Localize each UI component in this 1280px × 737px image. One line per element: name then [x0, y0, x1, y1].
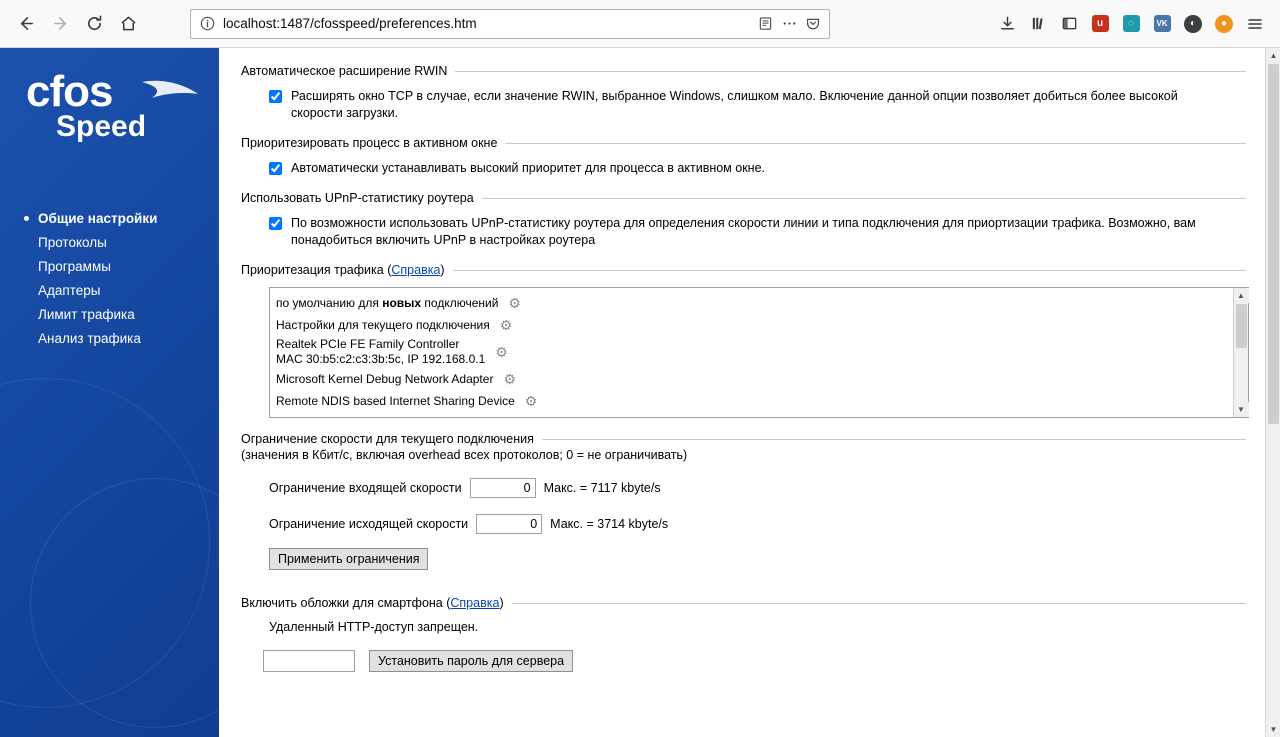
page-scrollbar[interactable] — [1265, 48, 1280, 737]
divider — [542, 439, 1246, 440]
arrow-left-icon — [17, 14, 36, 33]
group-title-speed-limit — [241, 432, 1246, 446]
gear-icon[interactable]: ⚙ — [499, 317, 513, 333]
priority-checkbox[interactable] — [269, 162, 282, 175]
traffic-shaping-listbox[interactable] — [269, 287, 1249, 418]
sidebar-item-label: Общие настройки — [38, 210, 158, 226]
dark-badge: ◐ — [1184, 15, 1202, 33]
teal-badge: ◌ — [1123, 15, 1140, 32]
cfosspeed-logo — [0, 48, 219, 164]
extension-dark-icon[interactable] — [1182, 13, 1204, 35]
extension-teal-icon[interactable] — [1120, 13, 1142, 35]
listbox-scrollbar[interactable] — [1233, 288, 1248, 417]
gear-icon[interactable]: ⚙ — [495, 344, 508, 360]
sidebar — [0, 48, 219, 737]
divider — [453, 270, 1246, 271]
arrow-logo-icon — [140, 76, 202, 110]
page-scrollbar-thumb[interactable] — [1268, 64, 1279, 424]
back-button[interactable] — [10, 8, 42, 40]
browser-toolbar — [0, 0, 1280, 48]
sidebar-item-label: Адаптеры — [38, 282, 101, 298]
list-item-text: Realtek PCIe FE Family Controller — [276, 337, 460, 351]
option-rwin — [241, 80, 1246, 122]
page-scroll-down-icon[interactable]: ▼ — [1266, 722, 1280, 737]
apply-limits-wrap — [241, 548, 1246, 570]
upnp-option-label: По возможности использовать UPnP-статистику роутера для определения скорости линии и типа подключения для приортизации трафика. Возможно, вам понадобиться включить UPnP в настройках роутера — [291, 216, 1196, 247]
downloads-icon[interactable] — [996, 13, 1018, 35]
group-title-upnp — [241, 191, 1246, 205]
list-item[interactable] — [270, 292, 1233, 314]
list-item[interactable] — [270, 390, 1233, 412]
list-item[interactable] — [270, 368, 1233, 390]
group-label — [241, 596, 512, 610]
menu-icon[interactable] — [1244, 13, 1266, 35]
smartphone-help-link[interactable]: Справка — [450, 596, 500, 610]
group-label-prefix: Приоритезация трафика ( — [241, 263, 392, 277]
traffic-shaping-help-link[interactable]: Справка — [391, 263, 441, 277]
logo-speed-text: Speed — [56, 110, 147, 143]
ellipsis-icon[interactable] — [779, 14, 799, 34]
list-item-text: по умолчанию для — [276, 295, 383, 310]
navigation-buttons — [10, 8, 144, 40]
list-item-label — [276, 296, 498, 311]
incoming-limit-row — [241, 478, 1246, 498]
priority-option-label: Автоматически устанавливать высокий приоритет для процесса в активном окне. — [291, 161, 765, 175]
reload-icon — [85, 14, 104, 33]
reload-button[interactable] — [78, 8, 110, 40]
gear-icon[interactable]: ⚙ — [524, 393, 538, 409]
arrow-right-icon — [51, 14, 70, 33]
pocket-icon[interactable] — [803, 14, 823, 34]
orange-badge: ● — [1215, 15, 1233, 33]
outgoing-limit-row — [241, 514, 1246, 534]
group-label: Автоматическое расширение RWIN — [241, 64, 448, 78]
reader-view-icon[interactable] — [755, 14, 775, 34]
list-item[interactable] — [270, 314, 1233, 336]
group-label-suffix: ) — [440, 263, 445, 277]
page-body — [0, 48, 1280, 737]
content-area — [219, 48, 1280, 737]
group-title-rwin — [241, 64, 1246, 78]
sidebar-item-general[interactable] — [0, 206, 219, 230]
sidebar-item-programs[interactable] — [0, 254, 219, 278]
sidebar-item-label: Программы — [38, 258, 111, 274]
group-label: Ограничение скорости для текущего подключения — [241, 432, 534, 446]
page-scroll-up-icon[interactable]: ▲ — [1266, 48, 1280, 63]
group-label: Приоритезировать процесс в активном окне — [241, 136, 498, 150]
info-circle-icon[interactable] — [197, 14, 217, 34]
outgoing-limit-max: Макс. = 3714 kbyte/s — [550, 517, 669, 531]
vk-badge: VK — [1154, 15, 1171, 32]
divider — [505, 143, 1246, 144]
library-icon[interactable] — [1027, 13, 1049, 35]
group-label-suffix: ) — [499, 596, 504, 610]
forward-button[interactable] — [44, 8, 76, 40]
gear-icon[interactable]: ⚙ — [503, 371, 516, 387]
sidebar-item-label: Анализ трафика — [38, 330, 141, 346]
list-item-label — [276, 337, 485, 367]
speed-limit-subnote: (значения в Кбит/с, включая overhead всех протоколов; 0 = не ограничивать) — [241, 448, 688, 462]
option-priority — [241, 152, 1246, 177]
urlbar-container — [190, 9, 830, 39]
divider — [512, 603, 1246, 604]
sidebar-item-traffic-analysis[interactable] — [0, 326, 219, 350]
list-item-label: Настройки для текущего подключения — [276, 317, 490, 332]
sidebar-item-traffic-limit[interactable] — [0, 302, 219, 326]
upnp-checkbox[interactable] — [269, 217, 282, 230]
rwin-checkbox[interactable] — [269, 90, 282, 103]
apply-limits-button[interactable]: Применить ограничения — [269, 548, 428, 570]
home-icon — [119, 14, 138, 33]
ublock-badge: u — [1092, 15, 1109, 32]
group-title-priority — [241, 136, 1246, 150]
home-button[interactable] — [112, 8, 144, 40]
sidebar-nav — [0, 206, 219, 350]
sidebar-icon[interactable] — [1058, 13, 1080, 35]
url-text[interactable]: localhost:1487/cfosspeed/preferences.htm — [223, 16, 477, 31]
scroll-down-icon[interactable]: ▼ — [1234, 402, 1249, 417]
sidebar-item-adapters[interactable] — [0, 278, 219, 302]
rwin-option-label: Расширять окно TCP в случае, если значение RWIN, выбранное Windows, слишком мало. Включение данной опции позволяет добиться более высокой скорости загрузки. — [291, 89, 1178, 120]
outgoing-limit-input[interactable] — [476, 514, 542, 534]
incoming-limit-max: Макс. = 7117 kbyte/s — [543, 481, 661, 495]
list-item-subtext: MAC 30:b5:c2:c3:3b:5c, IP 192.168.0.1 — [276, 352, 486, 366]
incoming-limit-label: Ограничение входящей скорости — [269, 481, 462, 495]
sidebar-item-label: Лимит трафика — [38, 306, 135, 322]
address-bar[interactable] — [190, 9, 830, 39]
sidebar-item-protocols[interactable] — [0, 230, 219, 254]
group-label — [241, 263, 453, 277]
gear-icon[interactable]: ⚙ — [508, 295, 521, 311]
group-title-traffic-shaping — [241, 263, 1246, 277]
divider — [455, 71, 1246, 72]
group-title-smartphone — [241, 596, 1246, 610]
option-upnp — [241, 207, 1246, 249]
toolbar-extensions — [996, 13, 1270, 35]
list-item-label: Remote NDIS based Internet Sharing Device — [276, 393, 515, 408]
list-item-text-after: подключений — [421, 295, 499, 310]
listbox-items — [270, 288, 1233, 417]
scroll-up-icon[interactable]: ▲ — [1234, 288, 1249, 303]
scrollbar-thumb[interactable] — [1236, 304, 1247, 348]
group-label: Использовать UPnP-статистику роутера — [241, 191, 474, 205]
preferences-form — [219, 48, 1280, 672]
remote-access-note: Удаленный HTTP-доступ запрещен. — [269, 620, 479, 634]
incoming-limit-input[interactable] — [470, 478, 536, 498]
server-password-input[interactable] — [263, 650, 355, 672]
divider — [482, 198, 1246, 199]
vk-icon[interactable] — [1151, 13, 1173, 35]
sidebar-item-label: Протоколы — [38, 234, 107, 250]
server-password-row — [241, 650, 1246, 672]
ublock-origin-icon[interactable] — [1089, 13, 1111, 35]
group-label-prefix: Включить обложки для смартфона ( — [241, 596, 451, 610]
outgoing-limit-label: Ограничение исходящей скорости — [269, 517, 469, 531]
set-server-password-button[interactable]: Установить пароль для сервера — [369, 650, 573, 672]
list-item-label: Microsoft Kernel Debug Network Adapter — [276, 371, 494, 386]
extension-orange-icon[interactable] — [1213, 13, 1235, 35]
list-item-bold: новых — [382, 295, 422, 310]
list-item[interactable] — [270, 336, 1233, 368]
logo-cfos-text: cfos — [26, 67, 113, 116]
